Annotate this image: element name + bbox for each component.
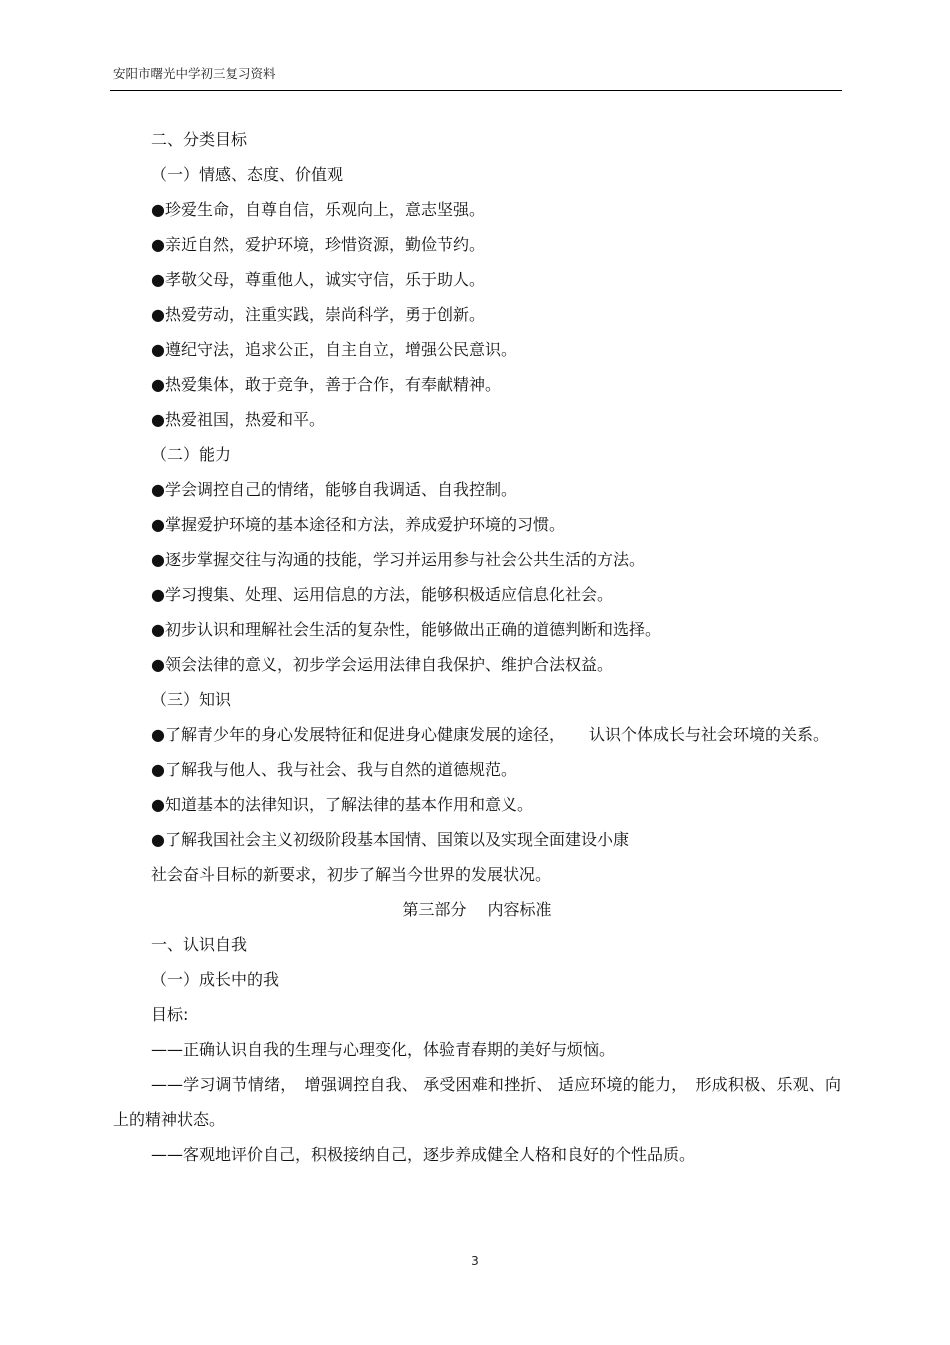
paragraph-line: 社会奋斗目标的新要求，初步了解当今世界的发展状况。 (151, 865, 552, 884)
bullet-item: ●珍爱生命，自尊自信，乐观向上，意志坚强。 (151, 200, 485, 219)
bullet-item: ●初步认识和理解社会生活的复杂性，能够做出正确的道德判断和选择。 (151, 620, 661, 639)
bullet-item: ●了解我与他人、我与社会、我与自然的道德规范。 (151, 760, 517, 779)
section-heading: 二、分类目标 (151, 130, 248, 149)
goal-item: ——学习调节情绪， 增强调控自我、 承受困难和挫折、 适应环境的能力， 形成积极、乐观、向上的精神状态。 (113, 1075, 841, 1129)
goal-label: 目标: (151, 1005, 189, 1024)
bullet-item: ●了解我国社会主义初级阶段基本国情、国策以及实现全面建设小康 (151, 830, 629, 849)
goal-item: ——客观地评价自己，积极接纳自己，逐步养成健全人格和良好的个性品质。 (151, 1145, 696, 1164)
subsection-heading: （二）能力 (151, 445, 232, 464)
subsection-heading: （一）情感、态度、价值观 (151, 165, 344, 184)
bullet-item: ●遵纪守法，追求公正，自主自立，增强公民意识。 (151, 340, 517, 359)
bullet-item: ●热爱集体，敢于竞争，善于合作，有奉献精神。 (151, 375, 501, 394)
bullet-item: ●知道基本的法律知识，了解法律的基本作用和意义。 (151, 795, 533, 814)
bullet-item: ●了解青少年的身心发展特征和促进身心健康发展的途径， 认识个体成长与社会环境的关系。 (151, 725, 829, 744)
header-rule (110, 90, 842, 91)
part-heading: 第三部分 内容标准 (402, 900, 552, 919)
page-number: 3 (471, 1254, 479, 1268)
bullet-item: ●掌握爱护环境的基本途径和方法，养成爱护环境的习惯。 (151, 515, 565, 534)
running-header: 安阳市曙光中学初三复习资料 (113, 66, 276, 81)
section-heading: 一、认识自我 (151, 935, 248, 954)
bullet-item: ●亲近自然，爱护环境，珍惜资源，勤俭节约。 (151, 235, 485, 254)
bullet-item: ●热爱祖国，热爱和平。 (151, 410, 325, 429)
goal-item: ——正确认识自我的生理与心理变化，体验青春期的美好与烦恼。 (151, 1040, 616, 1059)
bullet-item: ●热爱劳动，注重实践，崇尚科学，勇于创新。 (151, 305, 485, 324)
bullet-item: ●领会法律的意义，初步学会运用法律自我保护、维护合法权益。 (151, 655, 613, 674)
subsection-heading: （三）知识 (151, 690, 232, 709)
bullet-item: ●孝敬父母，尊重他人，诚实守信，乐于助人。 (151, 270, 485, 289)
bullet-item: ●逐步掌握交往与沟通的技能，学习并运用参与社会公共生活的方法。 (151, 550, 645, 569)
bullet-item: ●学会调控自己的情绪，能够自我调适、自我控制。 (151, 480, 517, 499)
bullet-item: ●学习搜集、处理、运用信息的方法，能够积极适应信息化社会。 (151, 585, 613, 604)
document-body (113, 122, 841, 1172)
subsection-heading: （一）成长中的我 (151, 970, 280, 989)
